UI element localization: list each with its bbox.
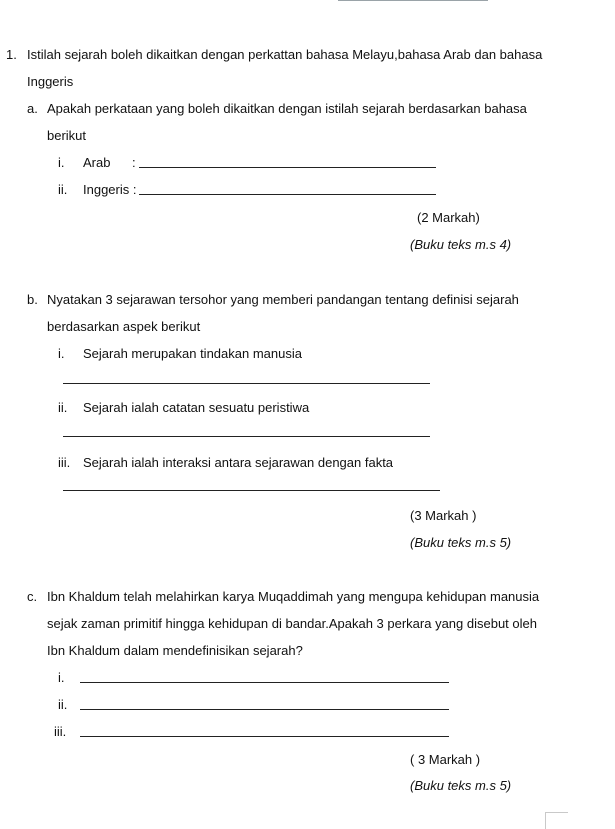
answer-line[interactable]	[139, 167, 436, 168]
top-divider	[338, 0, 488, 1]
part-c-line1: Ibn Khaldum telah melahirkan karya Muqaddimah yang mengupa kehidupan manusia	[47, 589, 540, 604]
answer-line[interactable]	[63, 436, 430, 437]
marks-label: ( 3 Markah )	[410, 752, 481, 767]
part-c-label: c.	[27, 589, 38, 604]
part-b-item-num: iii.	[58, 455, 71, 470]
page-corner	[545, 812, 568, 829]
part-b-label: b.	[27, 292, 38, 307]
part-a-item-text: Inggeris :	[83, 182, 137, 197]
marks-label: (2 Markah)	[417, 210, 480, 225]
part-a-item-num: ii.	[58, 182, 68, 197]
part-a-line2: berikut	[47, 128, 87, 143]
textbook-reference: (Buku teks m.s 5)	[410, 778, 512, 793]
part-c-item-num: ii.	[58, 697, 68, 712]
part-c-item-num: iii.	[54, 724, 67, 739]
textbook-reference: (Buku teks m.s 4)	[410, 237, 512, 252]
question-number: 1.	[6, 47, 17, 62]
answer-line[interactable]	[63, 490, 440, 491]
textbook-reference: (Buku teks m.s 5)	[410, 535, 512, 550]
part-b-item-text: Sejarah ialah interaksi antara sejarawan dengan fakta	[83, 455, 394, 470]
answer-line[interactable]	[63, 383, 430, 384]
answer-line[interactable]	[80, 709, 449, 710]
part-b-line2: berdasarkan aspek berikut	[47, 319, 201, 334]
answer-line[interactable]	[80, 682, 449, 683]
part-c-item-num: i.	[58, 670, 65, 685]
answer-line[interactable]	[80, 736, 449, 737]
part-b-item-text: Sejarah ialah catatan sesuatu peristiwa	[83, 400, 310, 415]
part-a-item-num: i.	[58, 155, 65, 170]
part-c-line3: Ibn Khaldum dalam mendefinisikan sejarah?	[47, 643, 303, 658]
question-text-line1: Istilah sejarah boleh dikaitkan dengan perkattan bahasa Melayu,bahasa Arab dan bahasa	[27, 47, 543, 62]
part-b-item-text: Sejarah merupakan tindakan manusia	[83, 346, 302, 361]
part-a-line1: Apakah perkataan yang boleh dikaitkan dengan istilah sejarah berdasarkan bahasa	[47, 101, 527, 116]
part-a-item-text: Arab	[83, 155, 111, 170]
part-a-item-colon: :	[132, 155, 136, 170]
part-b-item-num: ii.	[58, 400, 68, 415]
marks-label: (3 Markah )	[410, 508, 477, 523]
question-text-line2: Inggeris	[27, 74, 74, 89]
part-b-line1: Nyatakan 3 sejarawan tersohor yang memberi pandangan tentang definisi sejarah	[47, 292, 519, 307]
part-a-label: a.	[27, 101, 38, 116]
part-b-item-num: i.	[58, 346, 65, 361]
part-c-line2: sejak zaman primitif hingga kehidupan di bandar.Apakah 3 perkara yang disebut oleh	[47, 616, 537, 631]
answer-line[interactable]	[139, 194, 436, 195]
